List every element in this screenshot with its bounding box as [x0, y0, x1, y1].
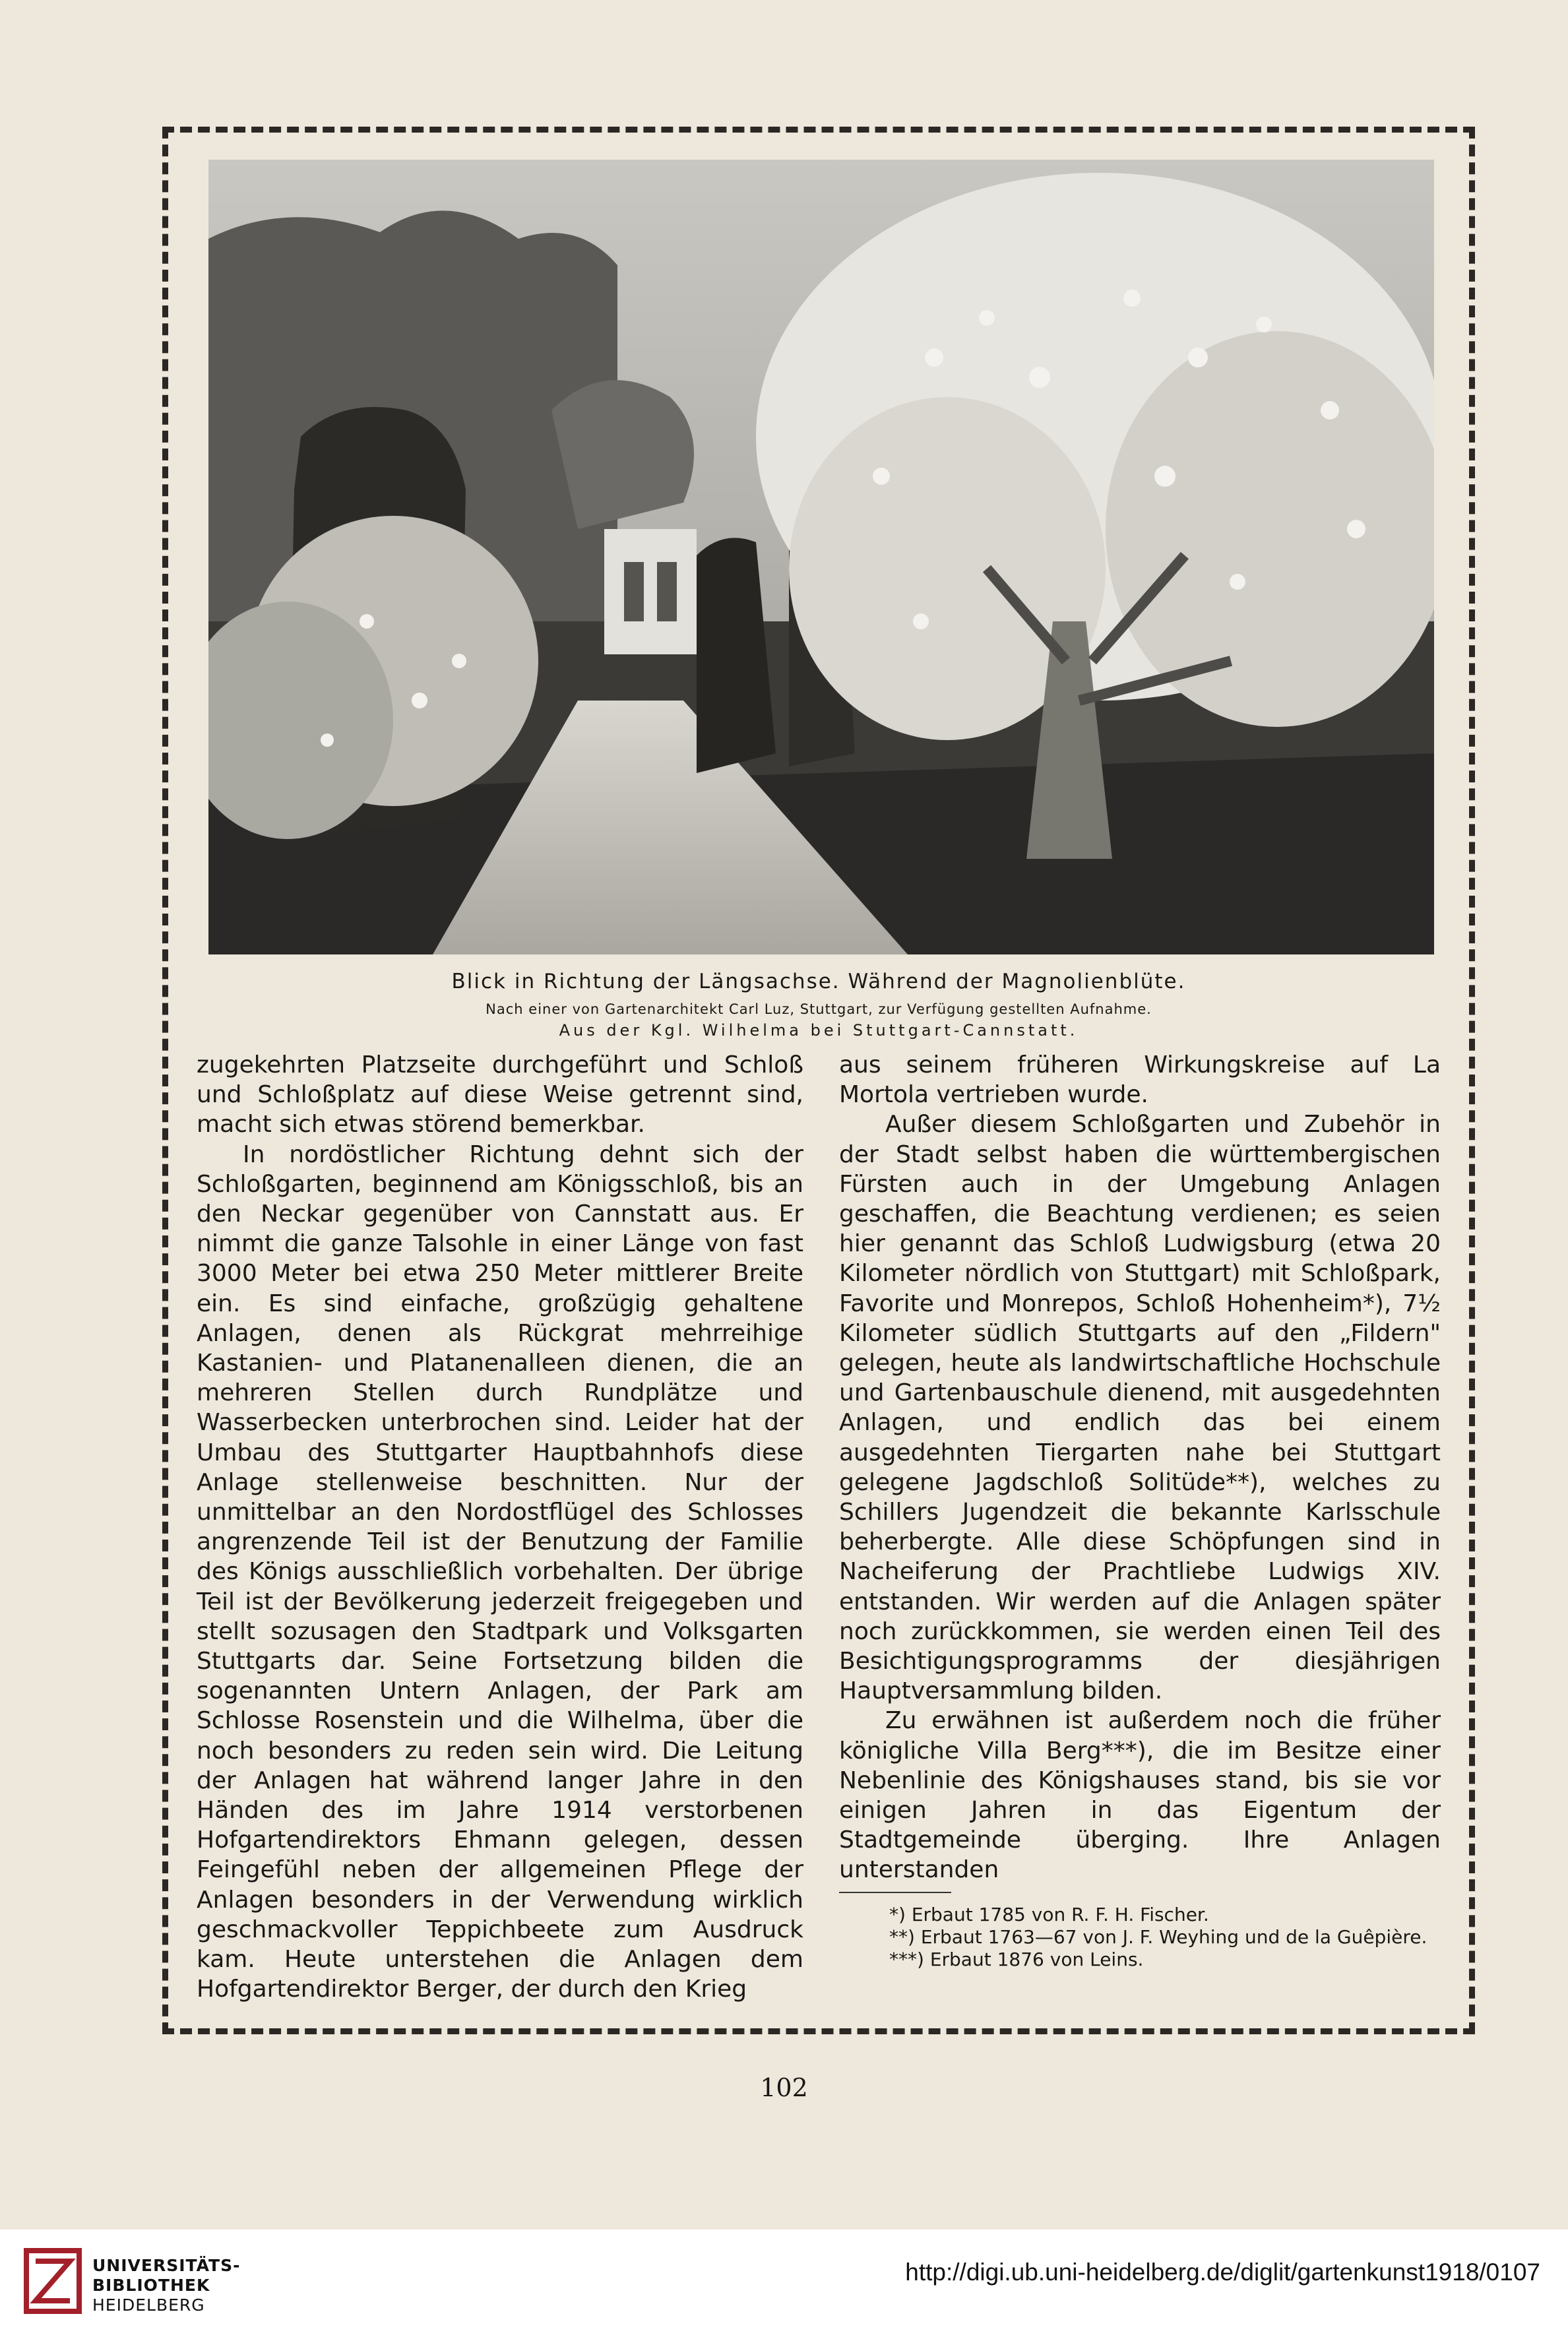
magnolia-garden-photo — [208, 160, 1434, 954]
heidelberg-library-logo-icon — [22, 2247, 83, 2315]
source-url-link[interactable]: http://digi.ub.uni-heidelberg.de/diglit/gartenkunst1918/0107 — [905, 2259, 1540, 2286]
paragraph: Zu erwähnen ist außerdem noch die früher königliche Villa Berg***), die im Besitze einer Nebenlinie des Königshauses stand, bis sie vor einigen Jahren in das Eigentum der Stadtgemeinde überging. Ihre Anlagen unterstanden — [839, 1707, 1441, 1884]
library-name: UNIVERSITÄTS- BIBLIOTHEK HEIDELBERG — [92, 2256, 241, 2315]
paragraph: aus seinem früheren Wirkungskreise auf La Mortola vertrieben wurde. — [839, 1051, 1441, 1109]
footnote: ***) Erbaut 1876 von Leins. — [889, 1949, 1144, 1970]
left-text-column — [197, 1050, 803, 2005]
right-text-column — [839, 1050, 1441, 1885]
library-footer-bar — [0, 2230, 1568, 2341]
paragraph: zugekehrten Platzseite durchgeführt und Schloß und Schloßplatz auf diese Weise getrennt sind, macht sich etwas störend bemerkbar. — [197, 1051, 803, 1139]
footnote: **) Erbaut 1763—67 von J. F. Weyhing und de la Guêpière. — [889, 1926, 1427, 1948]
photo-caption-place: Aus der Kgl. Wilhelma bei Stuttgart-Cannstatt. — [559, 1021, 1079, 1040]
paragraph: Außer diesem Schloßgarten und Zubehör in der Stadt selbst haben die württembergischen Fürsten auch in der Umgebung Anlagen geschaffen, die Beachtung verdienen; es seien hier genannt das Schloß Ludwigsburg (etwa 20 Kilometer nördlich von Stuttgart) mit Schloßpark, Favorite und Monrepos, Schloß Hohenheim*), 7½ Kilometer südlich Stuttgarts auf den „Fildern" gelegen, heute als landwirtschaftliche Hochschule und Gartenbauschule dienend, mit ausgedehnten Anlagen, und endlich das bei einem ausgedehnten Tiergarten nahe bei Stuttgart gelegene Jagdschloß Solitüde**), welches zu Schillers Jugendzeit die bekannte Karlsschule beherbergte. Alle diese Schöpfungen sind in Nacheiferung der Prachtliebe Ludwigs XIV. entstanden. Wir werden auf die Anlagen später noch zurückkommen, sie werden einen Teil des Besichtigungsprogramms der diesjährigen Hauptversammlung bilden. — [839, 1111, 1441, 1705]
photo-caption-credit: Nach einer von Gartenarchitekt Carl Luz, Stuttgart, zur Verfügung gestellten Aufnahme. — [486, 1001, 1152, 1017]
page-number: 102 — [760, 2073, 808, 2102]
paragraph: In nordöstlicher Richtung dehnt sich der Schloßgarten, beginnend am Königsschloß, bis an den Neckar gegenüber von Cannstatt aus. Er nimmt die ganze Talsohle in einer Länge von fast 3000 Meter bei etwa 250 Meter mittlerer Breite ein. Es sind einfache, großzügig gehaltene Anlagen, denen als Rückgrat mehrreihige Kastanien- und Platanenalleen dienen, die an mehreren Stellen durch Rundplätze und Wasserbecken unterbrochen sind. Leider hat der Umbau des Stuttgarter Hauptbahnhofs diese Anlage stellenweise beschnitten. Nur der unmittelbar an den Nordostflügel des Schlosses angrenzende Teil ist der Benutzung der Familie des Königs ausschließlich vorbehalten. Der übrige Teil ist der Bevölkerung jederzeit freigegeben und stellt sozusagen den Stadtpark und Volksgarten Stuttgarts dar. Seine Fortsetzung bilden die sogenannten Untern Anlagen, der Park am Schlosse Rosenstein und die Wilhelma, über die noch besonders zu reden sein wird. Die Leitung der Anlagen hat während langer Jahre in den Händen des im Jahre 1914 verstorbenen Hofgartendirektors Ehmann gelegen, dessen Feingefühl neben der allgemeinen Pflege der Anlagen besonders in der Verwendung wirklich geschmackvoller Teppichbeete zum Ausdruck kam. Heute unterstehen die Anlagen dem Hofgartendirektor Berger, der durch den Krieg — [197, 1140, 803, 2003]
footnotes — [839, 1892, 1441, 1971]
photo-caption-title: Blick in Richtung der Längsachse. Während der Magnolienblüte. — [451, 970, 1186, 993]
footnote-rule — [839, 1892, 951, 1893]
footnote: *) Erbaut 1785 von R. F. H. Fischer. — [889, 1904, 1209, 1925]
